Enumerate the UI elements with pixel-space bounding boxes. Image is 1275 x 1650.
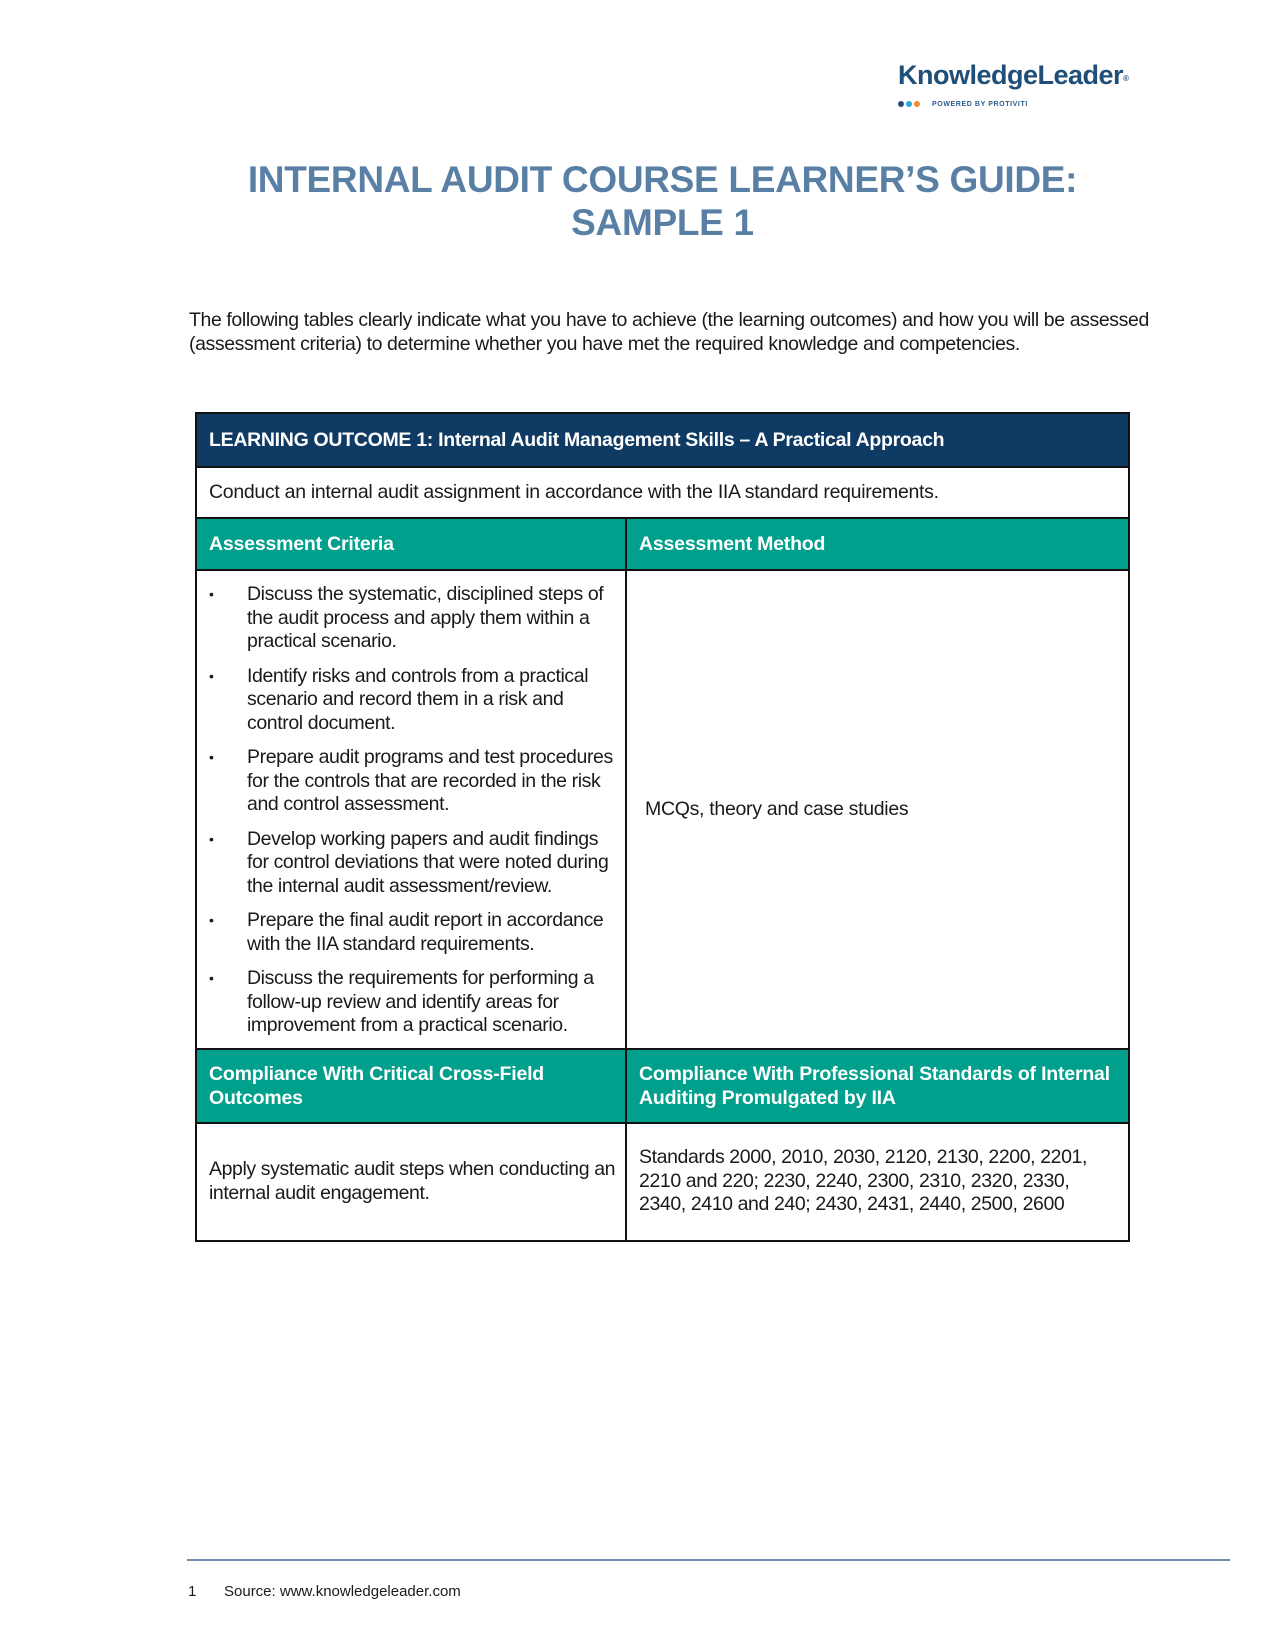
logo-dot-icon (906, 101, 912, 107)
standards-value: Standards 2000, 2010, 2030, 2120, 2130, 2200, 2201, 2210 and 220; 2230, 2240, 2300, 2310, 2320, 2330, 2340, 2410 and 240; 2430, 2431, 2440, 2500, 2600 (626, 1123, 1129, 1241)
logo-subline (898, 98, 1138, 110)
logo-dot-icon (914, 101, 920, 107)
compliance-header-row (196, 1049, 1129, 1123)
criteria-item (209, 665, 619, 736)
page-title-line-1: INTERNAL AUDIT COURSE LEARNER’S GUIDE: (247, 159, 1078, 200)
criteria-list (209, 583, 619, 1038)
criteria-cell (196, 570, 626, 1049)
criteria-item-text: Develop working papers and audit findings for control deviations that were noted during the internal audit assessment/review. (247, 827, 609, 897)
criteria-item (209, 746, 619, 817)
footer-source: Source: www.knowledgeleader.com (224, 1583, 461, 1600)
method-cell: MCQs, theory and case studies (626, 570, 1129, 1049)
criteria-item-text: Discuss the systematic, disciplined steps of the audit process and apply them within a practical scenario. (247, 583, 604, 652)
outcome-heading-row (196, 413, 1129, 467)
logo-tagline: POWERED BY PROTIVITI (932, 100, 1028, 108)
bullet-icon: • (209, 830, 214, 847)
criteria-header: Assessment Criteria (196, 518, 626, 570)
intro-paragraph: The following tables clearly indicate what you have to achieve (the learning outcomes) and how you will be assessed (assessment criteria) to determine whether you have met the required knowledge and competencies. (189, 309, 1149, 355)
logo-wordmark: KnowledgeLeader® (898, 60, 1129, 90)
bullet-icon: • (209, 586, 214, 602)
criteria-item-text: Prepare the final audit report in accordance with the IIA standard requirements. (247, 909, 604, 955)
page-footer (188, 1583, 461, 1600)
bullet-icon: • (209, 749, 214, 765)
criteria-item-text: Prepare audit programs and test procedures for the controls that are recorded in the risk and control assessment. (247, 746, 613, 815)
criteria-item-text: Identify risks and controls from a practical scenario and record them in a risk and control document. (247, 664, 589, 734)
compliance-body-row (196, 1123, 1129, 1241)
criteria-item (209, 909, 619, 956)
cross-field-header: Compliance With Critical Cross-Field Outcomes (196, 1049, 626, 1123)
criteria-item-text: Discuss the requirements for performing a follow-up review and identify areas for improvement from a practical scenario. (247, 967, 594, 1036)
bullet-icon: • (209, 970, 214, 986)
outcome-description: Conduct an internal audit assignment in accordance with the IIA standard requirements. (196, 467, 1129, 518)
standards-header: Compliance With Professional Standards of Internal Auditing Promulgated by IIA (626, 1049, 1129, 1123)
cross-field-value: Apply systematic audit steps when conducting an internal audit engagement. (196, 1123, 626, 1241)
bullet-icon: • (209, 667, 214, 684)
assessment-body-row (196, 570, 1129, 1049)
bullet-icon: • (209, 912, 214, 928)
criteria-item (209, 967, 619, 1038)
criteria-item (209, 583, 619, 654)
assessment-header-row (196, 518, 1129, 570)
page-title (0, 158, 1275, 244)
logo-dot-icon (898, 101, 904, 107)
learning-outcome-table (195, 412, 1130, 1242)
outcome-description-row (196, 467, 1129, 518)
method-header: Assessment Method (626, 518, 1129, 570)
page-title-line-2: SAMPLE 1 (571, 202, 754, 243)
criteria-item (209, 828, 619, 899)
outcome-heading: LEARNING OUTCOME 1: Internal Audit Management Skills – A Practical Approach (196, 413, 1129, 467)
footer-divider (187, 1559, 1230, 1561)
page-number: 1 (188, 1583, 197, 1600)
knowledgeleader-logo (898, 60, 1138, 110)
